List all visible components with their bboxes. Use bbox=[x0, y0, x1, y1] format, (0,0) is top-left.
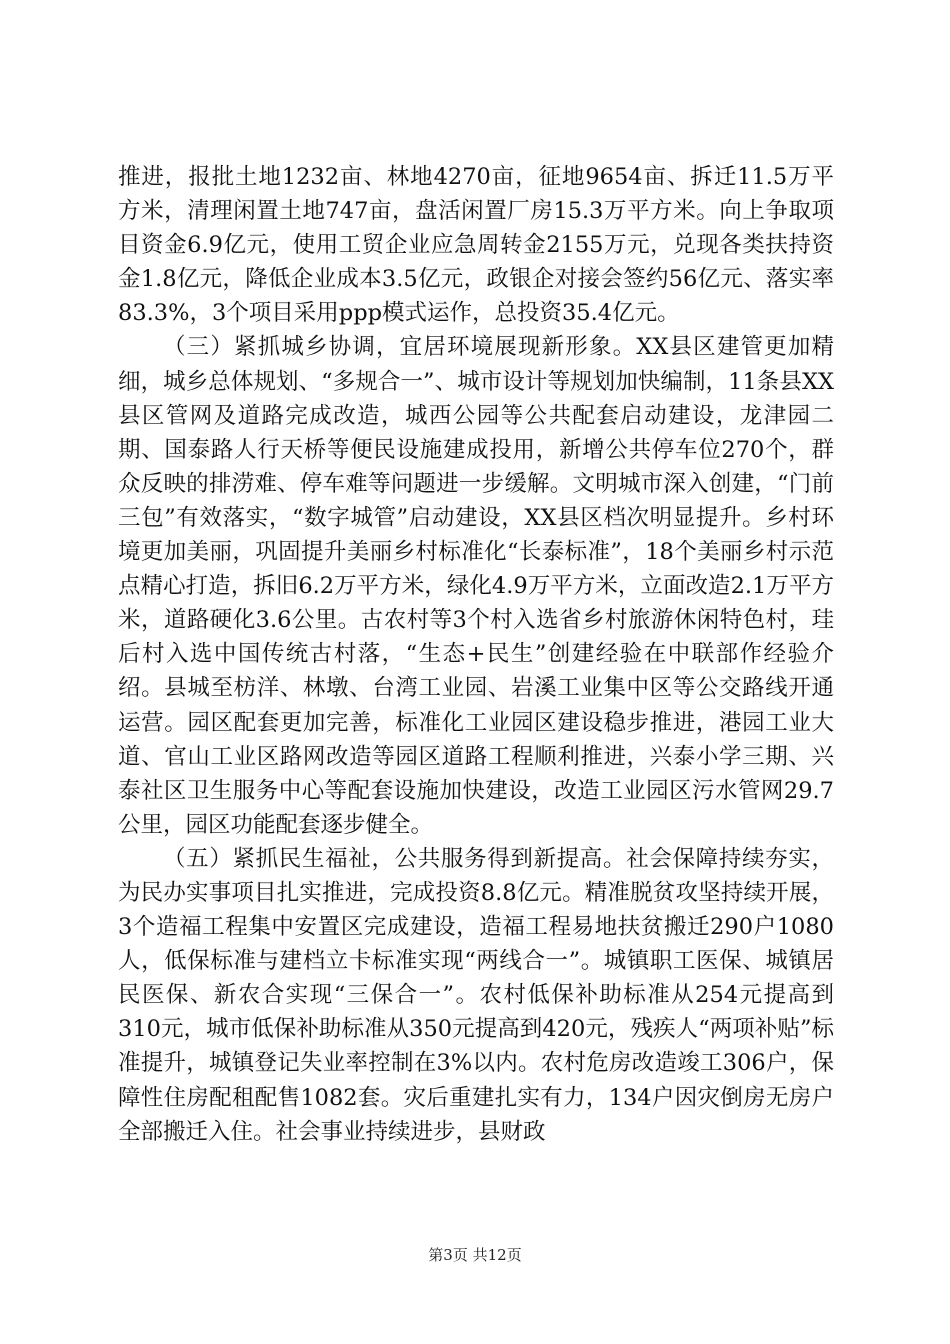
paragraph-3: （五）紧抓民生福祉，公共服务得到新提高。社会保障持续夯实，为民办实事项目扎实推进，完成投资8.8亿元。精准脱贫攻坚持续开展，3个造福工程集中安置区完成建设，造福工程易地扶贫搬迁290户1080人，低保标准与建档立卡标准实现“两线合一”。城镇职工医保、城镇居民医保、新农合实现“三保合一”。农村低保补助标准从254元提高到310元，城市低保补助标准从350元提高到420元，残疾人“两项补贴”标准提升，城镇登记失业率控制在3%以内。农村危房改造竣工306户，保障性住房配租配售1082套。灾后重建扎实有力，134户因灾倒房无房户全部搬迁入住。社会事业持续进步，县财政 bbox=[118, 845, 834, 1145]
document-body bbox=[118, 160, 834, 1149]
page-footer: 第3页 共12页 bbox=[428, 1246, 522, 1264]
paragraph-2: （三）紧抓城乡协调，宜居环境展现新形象。XX县区建管更加精细，城乡总体规划、“多规合一”、城市设计等规划加快编制，11条县XX县区管网及道路完成改造，城西公园等公共配套启动建设，龙津园二期、国泰路人行天桥等便民设施建成投用，新增公共停车位270个，群众反映的排涝难、停车难等问题进一步缓解。文明城市深入创建，“门前三包”有效落实，“数字城管”启动建设，XX县区档次明显提升。乡村环境更加美丽，巩固提升美丽乡村标准化“长泰标准”，18个美丽乡村示范点精心打造，拆旧6.2万平方米，绿化4.9万平方米，立面改造2.1万平方米，道路硬化3.6公里。古农村等3个村入选省乡村旅游休闲特色村，珪后村入选中国传统古村落，“生态+民生”创建经验在中联部作经验介绍。县城至枋洋、林墩、台湾工业园、岩溪工业集中区等公交路线开通运营。园区配套更加完善，标准化工业园区建设稳步推进，港园工业大道、官山工业区路网改造等园区道路工程顺利推进，兴泰小学三期、兴泰社区卫生服务中心等配套设施加快建设，改造工业园区污水管网29.7公里，园区功能配套逐步健全。 bbox=[118, 334, 834, 838]
paragraph-1: 推进，报批土地1232亩、林地4270亩，征地9654亩、拆迁11.5万平方米，清理闲置土地747亩，盘活闲置厂房15.3万平方米。向上争取项目资金6.9亿元，使用工贸企业应急周转金2155万元，兑现各类扶持资金1.8亿元，降低企业成本3.5亿元，政银企对接会签约56亿元、落实率83.3%，3个项目采用ppp模式运作，总投资35.4亿元。 bbox=[118, 164, 834, 327]
